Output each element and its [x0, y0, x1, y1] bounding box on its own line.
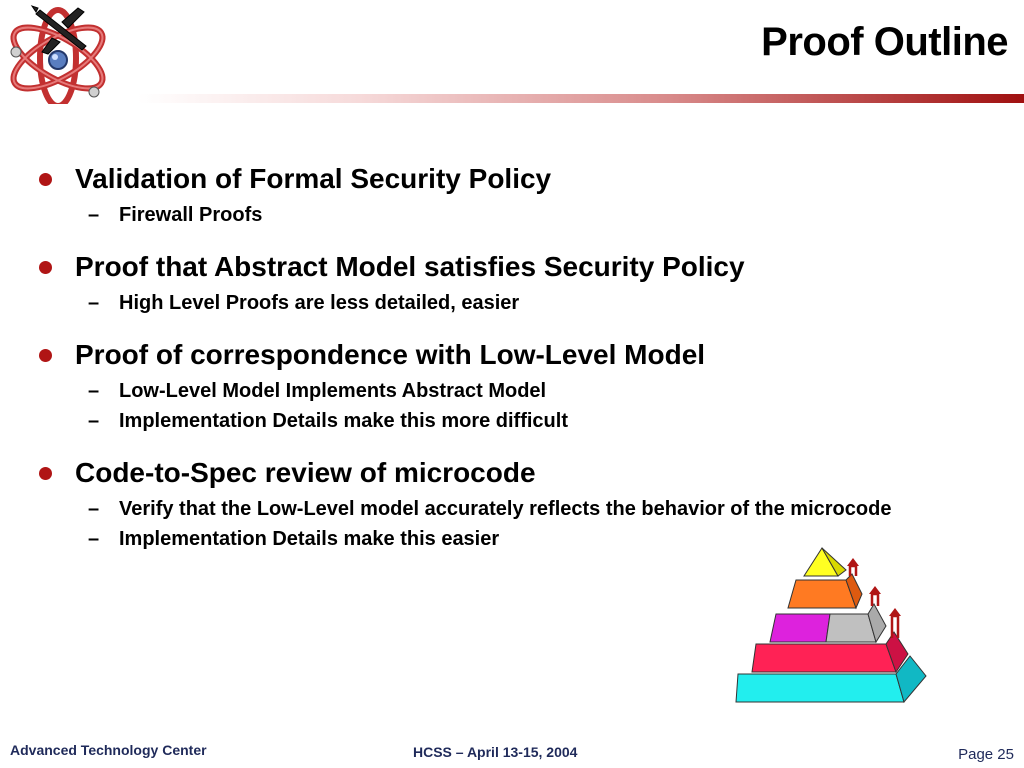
footer-event: HCSS – April 13-15, 2004 — [413, 744, 578, 760]
bullet-item — [36, 454, 996, 554]
bullet-text: Validation of Formal Security Policy — [75, 163, 552, 194]
dash-marker: – — [88, 204, 100, 226]
atom-airplane-logo-icon — [2, 2, 114, 104]
bullet-item — [36, 248, 996, 318]
dash-marker: – — [88, 410, 100, 432]
up-arrow-head-icon — [847, 558, 859, 566]
sub-bullet-text: Low-Level Model Implements Abstract Model — [119, 380, 547, 402]
bullet-dot-icon — [39, 349, 52, 362]
sub-bullet-item — [36, 200, 996, 230]
sub-bullet-list — [75, 376, 996, 436]
footer-organization: Advanced Technology Center — [10, 742, 207, 758]
pyramid-tier-base — [736, 674, 904, 702]
up-arrow-head-icon — [869, 586, 881, 594]
bullet-text: Proof of correspondence with Low-Level Model — [75, 339, 706, 370]
bullet-item — [36, 336, 996, 436]
sub-bullet-text: Firewall Proofs — [119, 204, 263, 226]
layered-pyramid-diagram — [734, 546, 930, 704]
pyramid-tier-orange — [788, 580, 856, 608]
bullet-list — [36, 160, 996, 554]
dash-marker: – — [88, 380, 100, 402]
up-arrow-icon — [850, 566, 856, 576]
dash-marker: – — [88, 498, 100, 520]
bullet-text: Proof that Abstract Model satisfies Security Policy — [75, 251, 745, 282]
sub-bullet-text: High Level Proofs are less detailed, easier — [119, 292, 520, 314]
bullet-dot-icon — [39, 261, 52, 274]
footer-page-number: Page 25 — [958, 746, 1014, 763]
sub-bullet-list — [75, 288, 996, 318]
bullet-item — [36, 160, 996, 230]
sub-bullet-text: Implementation Details make this more difficult — [119, 410, 568, 432]
sub-bullet-text: Verify that the Low-Level model accurately reflects the behavior of the microcode — [119, 498, 892, 520]
sub-bullet-item — [36, 376, 996, 406]
dash-marker: – — [88, 292, 100, 314]
sub-bullet-item — [36, 288, 996, 318]
sub-bullet-text: Implementation Details make this easier — [119, 528, 500, 550]
slide-title: Proof Outline — [761, 20, 1008, 64]
pyramid-tier-magenta — [770, 614, 830, 642]
pyramid-tier-red — [752, 644, 896, 672]
bullet-dot-icon — [39, 467, 52, 480]
up-arrow-icon — [872, 594, 878, 606]
sub-bullet-item — [36, 494, 996, 524]
title-underline-rule — [138, 94, 1024, 103]
dash-marker: – — [88, 528, 100, 550]
up-arrow-head-icon — [889, 608, 901, 616]
sub-bullet-list — [75, 494, 996, 554]
sub-bullet-list — [75, 200, 996, 230]
pyramid-tier-grey — [826, 614, 876, 642]
bullet-dot-icon — [39, 173, 52, 186]
sub-bullet-item — [36, 406, 996, 436]
bullet-text: Code-to-Spec review of microcode — [75, 457, 536, 488]
